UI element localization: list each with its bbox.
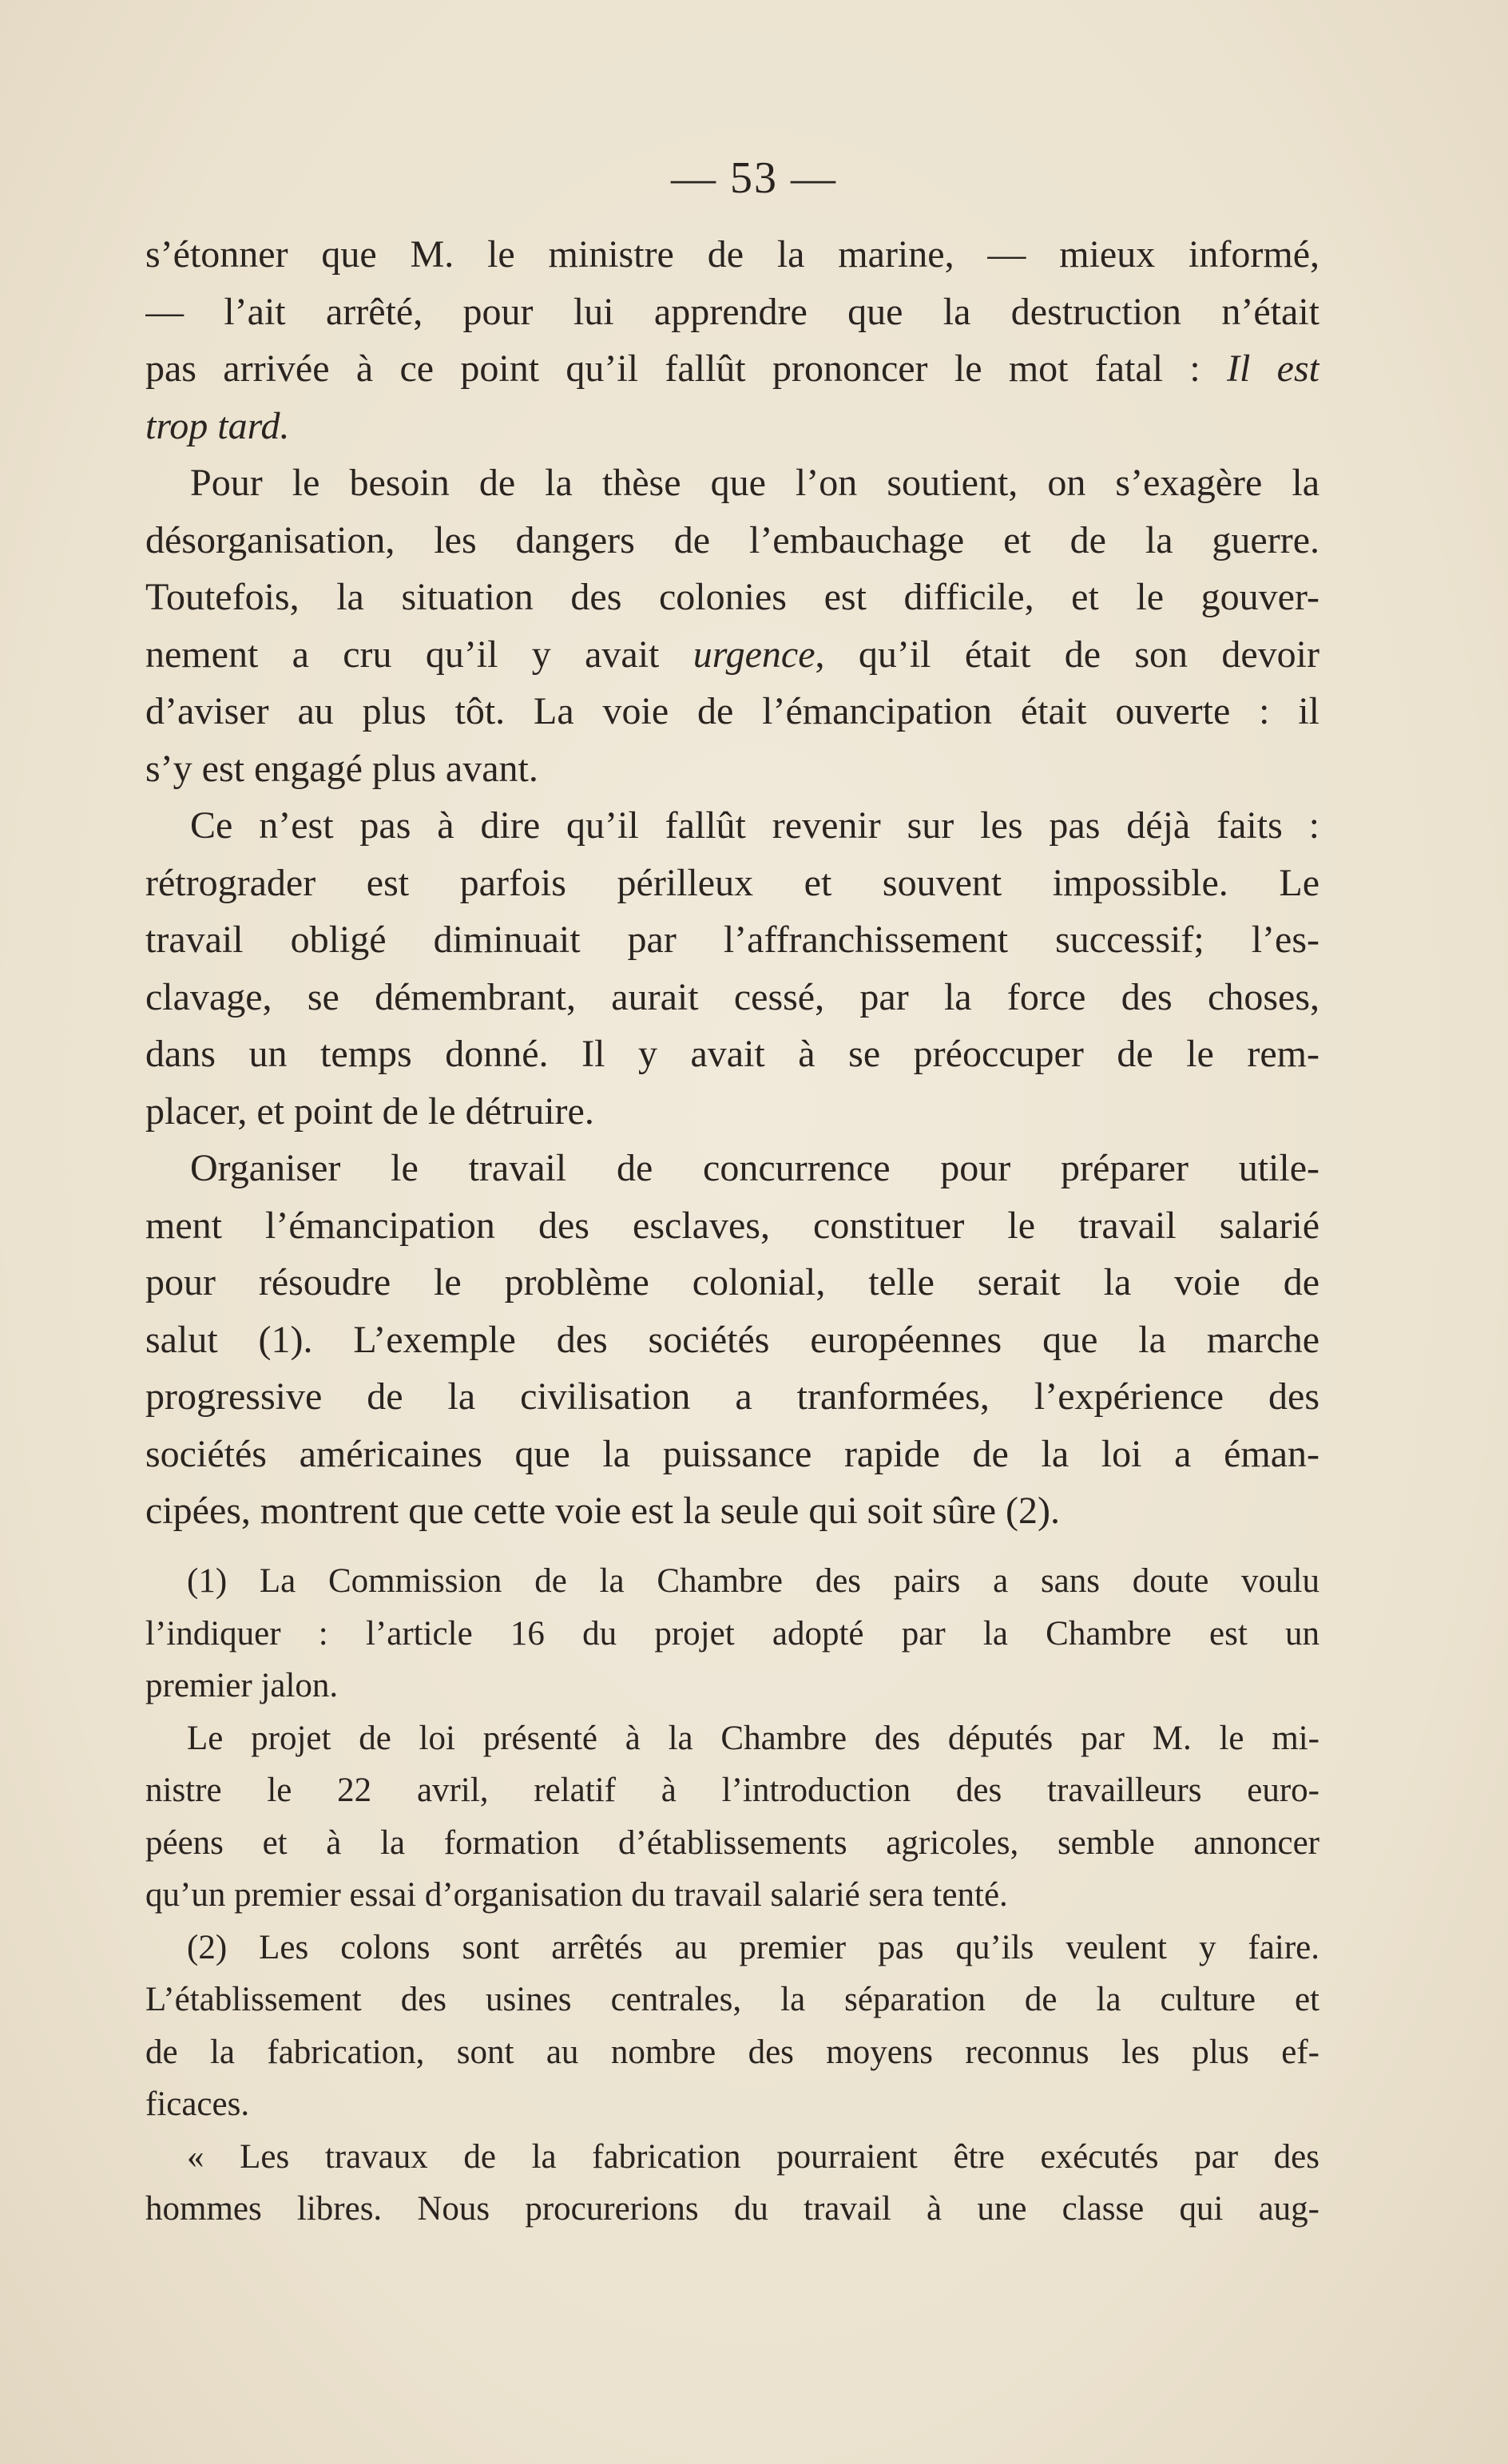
footnote-line-text: péens et à la formation d’établissements agricoles, semble annoncer [145, 1823, 1320, 1862]
text-line-text: Ce n’est pas à dire qu’il fallût revenir sur les pas déjà faits : [190, 804, 1320, 847]
text-line-text: d’aviser au plus tôt. La voie de l’émancipation était ouverte : il [145, 690, 1320, 732]
text-line [145, 1197, 1320, 1255]
text-line [145, 512, 1320, 569]
text-line-text: ment l’émancipation des esclaves, constituer le travail salarié [145, 1204, 1320, 1247]
text-line-text: pas arrivée à ce point qu’il fallût prononcer le mot fatal : Il est [145, 347, 1320, 390]
text-line [145, 454, 1320, 512]
text-line [145, 340, 1320, 398]
text-line [145, 1140, 1320, 1197]
text-line [145, 797, 1320, 855]
text-line-text: sociétés américaines que la puissance rapide de la loi a éman- [145, 1432, 1320, 1475]
text-line-text: cipées, montrent que cette voie est la seule qui soit sûre (2). [145, 1490, 1060, 1532]
text-line-text: salut (1). L’exemple des sociétés européennes que la marche [145, 1318, 1320, 1361]
text-line [145, 911, 1320, 969]
text-line-text: Organiser le travail de concurrence pour préparer utile- [190, 1147, 1320, 1189]
footnote-line [145, 1555, 1320, 1608]
text-line [145, 1311, 1320, 1369]
text-line-text: s’étonner que M. le ministre de la marine, — mieux informé, [145, 233, 1320, 276]
footnote-line-text: de la fabrication, sont au nombre des moyens reconnus les plus ef- [145, 2033, 1320, 2071]
text-line-text: pour résoudre le problème colonial, telle serait la voie de [145, 1261, 1320, 1303]
footnote-line-text: premier jalon. [145, 1667, 339, 1704]
text-line [145, 1482, 1320, 1540]
footnote-line-text: qu’un premier essai d’organisation du travail salarié sera tenté. [145, 1876, 1008, 1914]
text-line [145, 740, 1320, 798]
text-line [145, 284, 1320, 341]
text-line-text: Toutefois, la situation des colonies est difficile, et le gouver- [145, 576, 1320, 618]
footnote-line [145, 1608, 1320, 1661]
footnote-line [145, 2131, 1320, 2184]
text-line [145, 683, 1320, 740]
text-line-text: rétrograder est parfois périlleux et souvent impossible. Le [145, 861, 1320, 904]
text-line [145, 569, 1320, 626]
text-line [145, 1368, 1320, 1426]
text-line-text: Pour le besoin de la thèse que l’on soutient, on s’exagère la [190, 462, 1320, 504]
footnote-line [145, 1764, 1320, 1817]
text-line [145, 1254, 1320, 1311]
text-line [145, 398, 1320, 455]
text-line [145, 626, 1320, 684]
footnote-line [145, 2078, 1320, 2131]
text-line [145, 1026, 1320, 1083]
text-line [145, 226, 1320, 284]
footnote-line-text: hommes libres. Nous procurerions du travail à une classe qui aug- [145, 2190, 1320, 2228]
footnote-line-text: « Les travaux de la fabrication pourraient être exécutés par des [187, 2137, 1320, 2176]
text-line-text: dans un temps donné. Il y avait à se préoccuper de le rem- [145, 1033, 1320, 1075]
footnote-line [145, 2026, 1320, 2079]
footnote-line-text: ficaces. [145, 2085, 250, 2123]
text-line-text: placer, et point de le détruire. [145, 1089, 594, 1133]
footnote-line-text: Le projet de loi présenté à la Chambre des députés par M. le mi- [187, 1719, 1320, 1757]
footnotes [145, 1555, 1320, 2236]
text-line-text: — l’ait arrêté, pour lui apprendre que la destruction n’était [145, 290, 1320, 333]
footnote-line [145, 1660, 1320, 1712]
text-line [145, 1083, 1320, 1141]
text-line [145, 1426, 1320, 1483]
text-line [145, 969, 1320, 1026]
text-line-text: nement a cru qu’il y avait urgence, qu’il était de son devoir [145, 633, 1320, 676]
footnote-line [145, 1869, 1320, 1922]
text-line-text: désorganisation, les dangers de l’embauchage et de la guerre. [145, 518, 1320, 561]
footnote-line-text: L’établissement des usines centrales, la séparation de la culture et [145, 1981, 1320, 2018]
page-number: — 53 — [671, 153, 837, 203]
footnote-line [145, 1712, 1320, 1765]
footnote-line-text: (1) La Commission de la Chambre des pairs a sans doute voulu [187, 1562, 1320, 1600]
text-line [145, 855, 1320, 912]
text-line-text: s’y est engagé plus avant. [145, 747, 538, 790]
main-text [145, 226, 1320, 1540]
footnote-line-text: l’indiquer : l’article 16 du projet adopté par la Chambre est un [145, 1614, 1320, 1653]
footnote-line [145, 2183, 1320, 2236]
footnote-line [145, 1974, 1320, 2026]
footnote-line [145, 1817, 1320, 1870]
text-line-text: progressive de la civilisation a tranformées, l’expérience des [145, 1375, 1320, 1418]
text-line-text: clavage, se démembrant, aurait cessé, par la force des choses, [145, 975, 1320, 1018]
footnote-line-text: nistre le 22 avril, relatif à l’introduction des travailleurs euro- [145, 1772, 1320, 1809]
footnote-line-text: (2) Les colons sont arrêtés au premier pas qu’ils veulent y faire. [187, 1928, 1320, 1966]
text-line-text: travail obligé diminuait par l’affranchissement successif; l’es- [145, 919, 1320, 961]
text-line-text: trop tard. [145, 404, 290, 447]
footnote-line [145, 1922, 1320, 1974]
